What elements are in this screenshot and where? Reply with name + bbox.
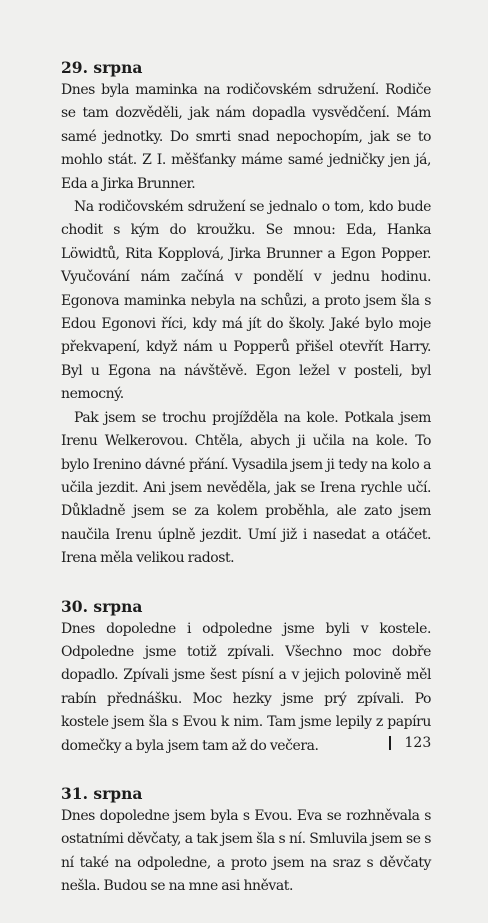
entry-date-heading: 30. srpna <box>61 596 143 616</box>
diary-entry-30-august <box>61 595 431 758</box>
entry-paragraph: Dnes dopoledne i odpoledne jsme byli v kostele. Odpoledne jsme totiž zpívali. Všechno moc dobře dopadlo. Zpívali jsme šest písní a v jejich polovině měl rabín přednášku. Moc hezky jsme prý zpívali. Po kostele jsem šla s Evou k nim. Tam jsme lepily z papíru domečky a byla jsem tam až do večera. <box>61 620 431 754</box>
diary-entry-29-august <box>61 56 431 571</box>
entry-paragraph: Pak jsem se trochu projížděla na kole. Potkala jsem Irenu Welkerovou. Chtěla, abych ji učila na kole. To bylo Irenino dávné přání. Vysadila jsem ji tedy na kolo a učila jezdit. Ani jsem nevěděla, jak se Irena rychle učí. Důkladně jsem se za kolem proběhla, ale zato jsem naučila Irenu úplně jezdit. Umí již i nasedat a otáčet. Irena měla velikou radost. <box>61 409 431 567</box>
entry-date-heading: 29. srpna <box>61 58 143 77</box>
page-number: 123 <box>404 735 432 751</box>
entry-paragraph: Na rodičovském sdružení se jednalo o tom, kdo bude chodit s kým do kroužku. Se mnou: Eda, Hanka Löwidtů, Rita Kopplová, Jirka Brunner a Egon Popper. Vyučování nám začíná v pondělí v jednu hodinu. Egonova maminka nebyla na schůzi, a proto jsem šla s Edou Egonovi říci, kdy má jít do školy. Jaké bylo moje překvapení, když nám u Popperů přišel otevřít Harry. Byl u Egona na návštěvě. Egon ležel v posteli, byl nemocný. <box>61 199 431 403</box>
diary-entry-31-august <box>61 782 431 899</box>
entry-date-heading: 31. srpna <box>61 783 143 803</box>
entry-paragraph: Dnes dopoledne jsem byla s Evou. Eva se rozhněvala s ostatními děvčaty, a tak jsem šla s ní. Smluvila jsem se s ní také na odpoledne, a proto jsem na sraz s děvčaty nešla. Budou se na mne asi hněvat. <box>61 807 431 895</box>
entry-paragraph: Dnes byla maminka na rodičovském sdružení. Rodiče se tam dozvěděli, jak nám dopadla vysvědčení. Mám samé jednotky. Do smrti snad nepochopím, jak se to mohlo stát. Z I. měšťanky máme samé jedničky jen já, Eda a Jirka Brunner. <box>61 82 431 192</box>
footer-divider <box>389 736 391 750</box>
book-page-text <box>61 56 431 923</box>
page-footer <box>389 733 431 753</box>
